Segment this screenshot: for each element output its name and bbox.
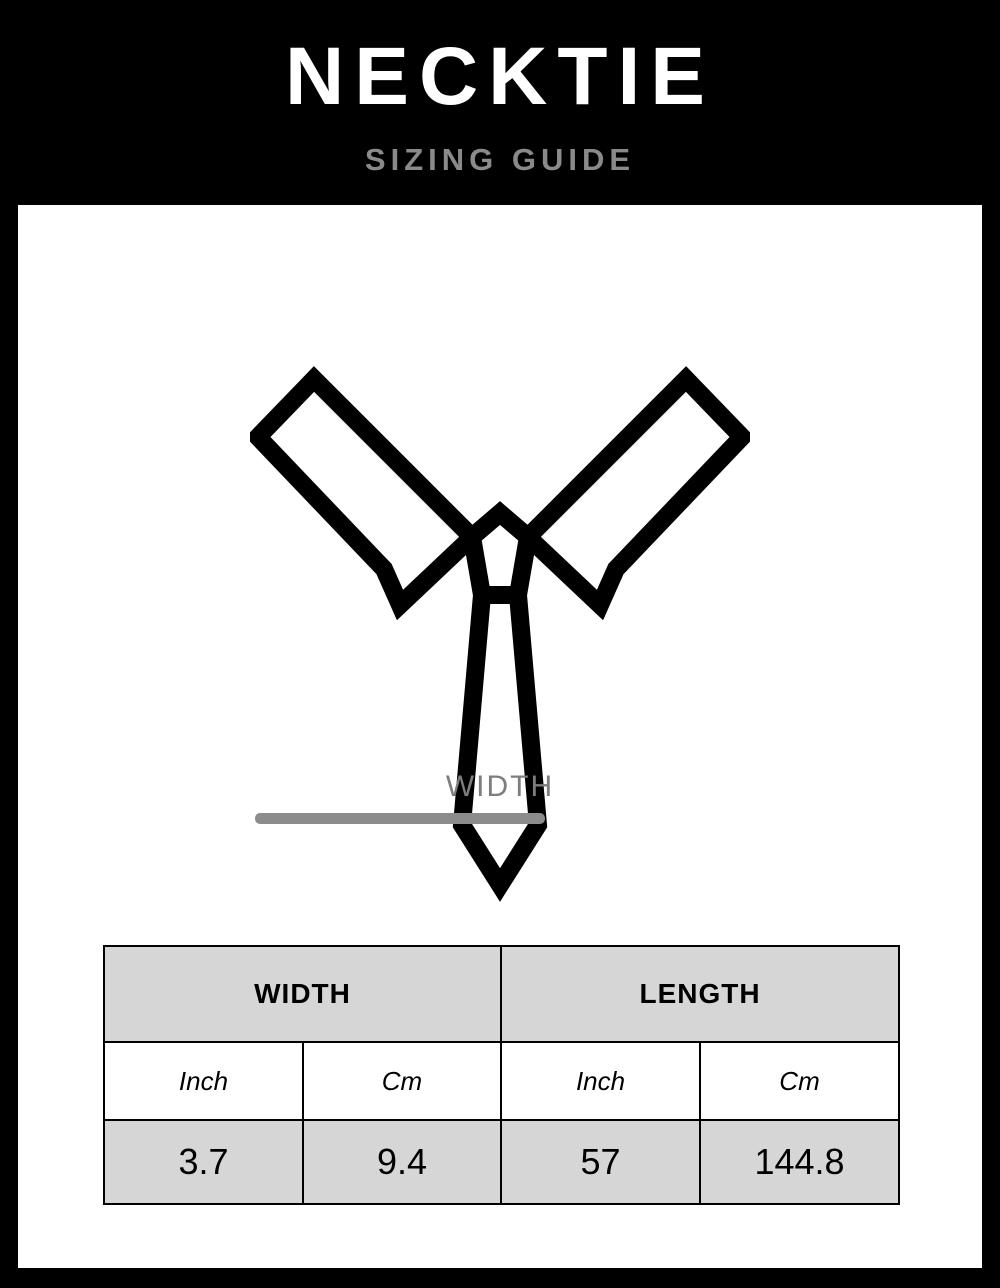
width-annotation: WIDTH	[445, 770, 555, 803]
value-length-cm: 144.8	[700, 1120, 899, 1204]
unit-header-length-cm: Cm	[700, 1042, 899, 1120]
width-measure-bar	[255, 813, 545, 824]
table-row-values	[104, 1120, 899, 1204]
column-header-length: LENGTH	[501, 946, 899, 1042]
page-subtitle: SIZING GUIDE	[364, 142, 636, 177]
column-header-width: WIDTH	[104, 946, 501, 1042]
unit-header-width-inch: Inch	[104, 1042, 303, 1120]
header	[0, 0, 1000, 205]
value-width-inch: 3.7	[104, 1120, 303, 1204]
unit-header-width-cm: Cm	[303, 1042, 501, 1120]
necktie-icon	[250, 265, 750, 905]
size-table-wrap	[103, 945, 898, 1205]
content-panel	[18, 205, 982, 1268]
table-row-unit-headers	[104, 1042, 899, 1120]
page-title: NECKTIE	[285, 31, 715, 122]
unit-header-length-inch: Inch	[501, 1042, 700, 1120]
value-length-inch: 57	[501, 1120, 700, 1204]
size-table	[103, 945, 900, 1205]
necktie-illustration	[18, 265, 982, 945]
table-row-group-headers	[104, 946, 899, 1042]
value-width-cm: 9.4	[303, 1120, 501, 1204]
